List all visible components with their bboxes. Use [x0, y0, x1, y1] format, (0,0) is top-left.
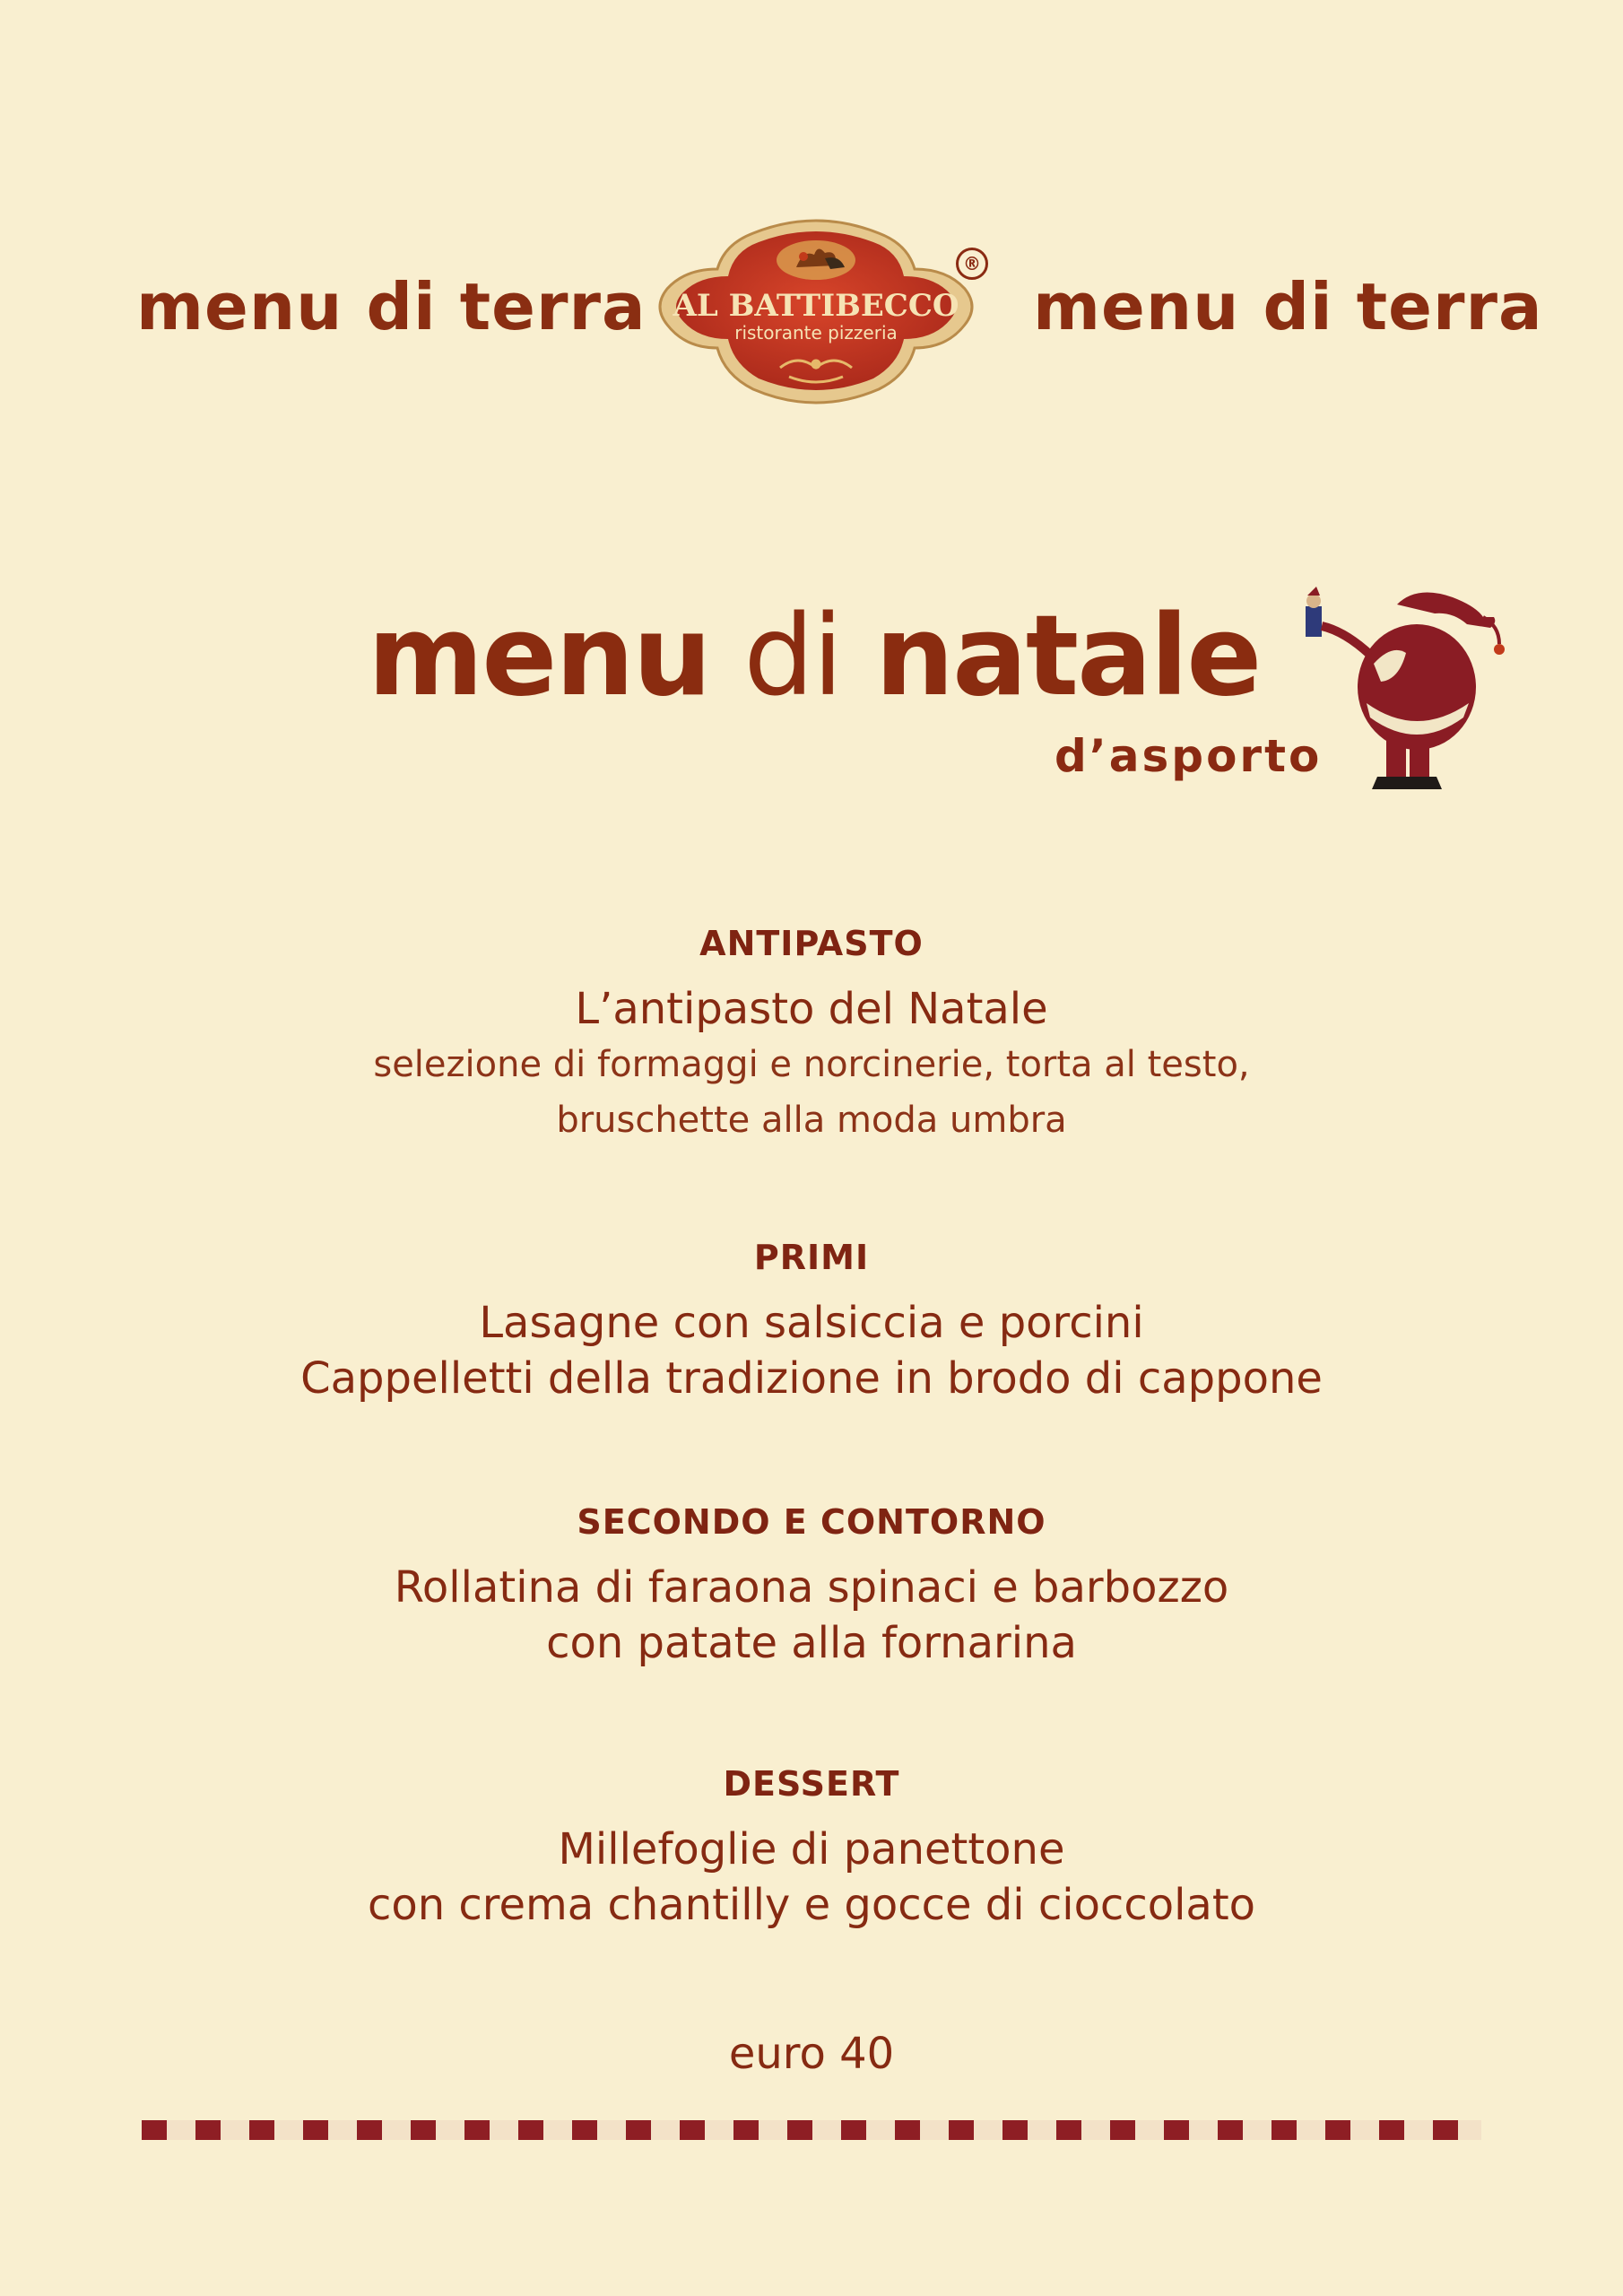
dish-name: Cappelletti della tradizione in brodo di cappone — [300, 1353, 1323, 1404]
dish-name: con patate alla fornarina — [546, 1618, 1077, 1668]
rooster-emblem — [777, 240, 855, 280]
page-subtitle: d’asporto — [1055, 730, 1323, 782]
border-check — [303, 2120, 328, 2140]
logo-tagline: ristorante pizzeria — [734, 322, 898, 344]
title-word-di: di — [743, 592, 842, 721]
dish-name: Rollatina di faraona spinaci e barbozzo — [394, 1562, 1229, 1613]
section-dessert — [0, 1762, 1623, 1933]
border-check — [1056, 2120, 1081, 2140]
section-secondo-e-contorno — [0, 1500, 1623, 1671]
border-check — [841, 2120, 866, 2140]
border-check — [1164, 2120, 1189, 2140]
checkered-border — [142, 2117, 1481, 2144]
border-check — [411, 2120, 436, 2140]
border-check — [464, 2120, 490, 2140]
header-right-label: menu di terra — [1033, 269, 1543, 344]
border-check — [787, 2120, 812, 2140]
section-heading: DESSERT — [723, 1764, 900, 1804]
header-left-label: menu di terra — [136, 269, 647, 344]
dish-name: L’antipasto del Natale — [575, 984, 1048, 1034]
dish-name: Millefoglie di panettone — [558, 1824, 1065, 1874]
dish-description: bruschette alla moda umbra — [556, 1100, 1067, 1141]
border-check — [1271, 2120, 1297, 2140]
page-title — [368, 592, 1260, 721]
section-heading: SECONDO E CONTORNO — [577, 1502, 1046, 1542]
border-check — [518, 2120, 543, 2140]
section-heading: ANTIPASTO — [699, 924, 924, 963]
section-primi — [0, 1236, 1623, 1406]
title-word-natale: natale — [874, 592, 1261, 721]
border-check — [895, 2120, 920, 2140]
border-check — [626, 2120, 651, 2140]
border-check — [1002, 2120, 1028, 2140]
restaurant-logo — [646, 213, 986, 413]
dish-name: con crema chantilly e gocce di cioccolato — [367, 1880, 1256, 1930]
section-heading: PRIMI — [753, 1238, 870, 1277]
border-check — [1379, 2120, 1404, 2140]
title-word-menu: menu — [368, 592, 710, 721]
menu-price: euro 40 — [728, 2029, 895, 2079]
border-check — [195, 2120, 221, 2140]
border-check — [680, 2120, 705, 2140]
registered-mark: ® — [956, 248, 988, 280]
border-check — [357, 2120, 382, 2140]
border-check — [1110, 2120, 1135, 2140]
border-check — [249, 2120, 274, 2140]
section-antipasto — [0, 922, 1623, 1148]
border-check — [1218, 2120, 1243, 2140]
dish-name: Lasagne con salsiccia e porcini — [479, 1298, 1144, 1348]
border-check — [949, 2120, 974, 2140]
border-check — [1433, 2120, 1458, 2140]
border-check — [572, 2120, 597, 2140]
logo-name: AL BATTIBECCO — [673, 288, 959, 324]
border-check — [142, 2120, 167, 2140]
border-check — [733, 2120, 759, 2140]
santa-claus-illustration — [1291, 581, 1515, 805]
dish-description: selezione di formaggi e norcinerie, torta al testo, — [373, 1044, 1250, 1085]
border-check — [1325, 2120, 1350, 2140]
